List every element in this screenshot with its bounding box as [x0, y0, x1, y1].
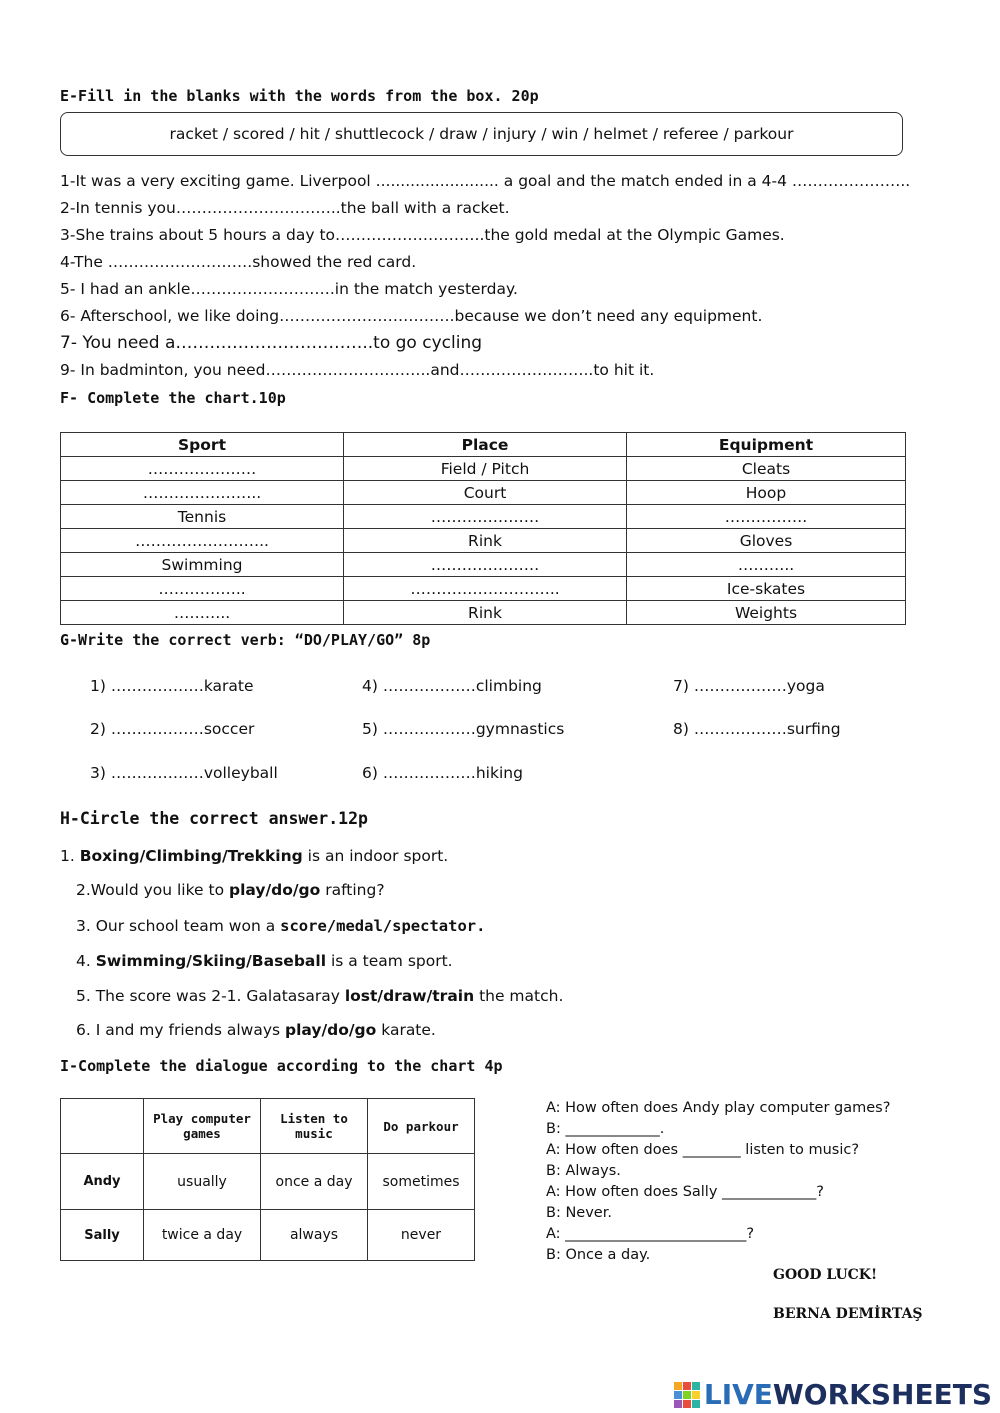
logo-tile: [692, 1391, 700, 1399]
freq-cell: always: [261, 1210, 368, 1261]
section-f-title: F- Complete the chart.10p: [60, 389, 286, 407]
freq-header-empty: [61, 1099, 144, 1154]
h-item-2: [76, 881, 385, 899]
logo-tile: [683, 1382, 691, 1390]
h-item-options[interactable]: Swimming/Skiing/Baseball: [95, 952, 327, 970]
logo-tile: [674, 1391, 682, 1399]
table-row: [61, 1210, 475, 1261]
h-item-options[interactable]: score/medal/spectator.: [280, 917, 486, 935]
header-sport: Sport: [61, 433, 344, 457]
h-item-text: 1.: [60, 847, 80, 865]
freq-header-row: [61, 1099, 475, 1154]
logo-tile: [683, 1391, 691, 1399]
g-item-4: 4) ………………climbing: [362, 677, 542, 695]
sports-chart: [60, 432, 906, 625]
freq-header-computer-games: Play computer games: [144, 1099, 261, 1154]
e-item-4: 4-The ……………………….showed the red card.: [60, 253, 417, 271]
dialogue-line-8: B: Once a day.: [546, 1247, 651, 1263]
section-e-title: E-Fill in the blanks with the words from the box. 20p: [60, 87, 539, 105]
cell-place: Court: [344, 481, 627, 505]
section-h-title: H-Circle the correct answer.12p: [60, 809, 368, 828]
g-item-5: 5) ………………gymnastics: [362, 720, 565, 738]
e-item-3: 3-She trains about 5 hours a day to………………………..the gold medal at the Olympic Games.: [60, 226, 785, 244]
h-item-5: [76, 987, 563, 1005]
chart-header-row: [61, 433, 906, 457]
table-row: [61, 601, 906, 625]
dialogue-line-3[interactable]: A: How often does ________ listen to music?: [546, 1142, 860, 1158]
cell-equipment: Ice-skates: [627, 577, 906, 601]
freq-cell: never: [368, 1210, 475, 1261]
g-item-8: 8) ………………surfing: [673, 720, 841, 738]
logo-tile: [692, 1382, 700, 1390]
h-item-text: karate.: [376, 1021, 436, 1039]
table-row: [61, 553, 906, 577]
cell-place: ………………………..: [344, 577, 627, 601]
cell-place: Rink: [344, 529, 627, 553]
dialogue-line-6: B: Never.: [546, 1205, 612, 1221]
h-item-4: [76, 952, 453, 970]
cell-equipment: ………..: [627, 553, 906, 577]
cell-sport: Tennis: [61, 505, 344, 529]
cell-equipment: …………….: [627, 505, 906, 529]
logo-tile: [692, 1400, 700, 1408]
h-item-text: is a team sport.: [326, 952, 453, 970]
g-item-7: 7) ………………yoga: [673, 677, 825, 695]
e-item-9: 9- In badminton, you need…………………………..and……………………..to hit it.: [60, 361, 655, 379]
author-name: BERNA DEMİRTAŞ: [773, 1306, 923, 1322]
h-item-options[interactable]: play/do/go: [285, 1021, 377, 1039]
freq-person: Sally: [61, 1210, 144, 1261]
header-equipment: Equipment: [627, 433, 906, 457]
cell-sport: Swimming: [61, 553, 344, 577]
h-item-options[interactable]: play/do/go: [228, 881, 321, 899]
section-i-title: I-Complete the dialogue according to the chart 4p: [60, 1057, 503, 1075]
h-item-text: 2.Would you like to: [76, 881, 229, 899]
freq-cell: twice a day: [144, 1210, 261, 1261]
h-item-text: 6. I and my friends always: [76, 1021, 285, 1039]
h-item-1: [60, 847, 448, 865]
cell-sport: ……………………..: [61, 529, 344, 553]
h-item-options[interactable]: lost/draw/train: [344, 987, 475, 1005]
h-item-text: the match.: [474, 987, 564, 1005]
frequency-table: [60, 1098, 475, 1261]
good-luck: GOOD LUCK!: [773, 1267, 878, 1283]
cell-sport: …………………..: [61, 481, 344, 505]
cell-equipment: Gloves: [627, 529, 906, 553]
freq-cell: usually: [144, 1154, 261, 1210]
logo-tile: [683, 1400, 691, 1408]
dialogue-line-2[interactable]: B: _____________.: [546, 1121, 665, 1137]
header-place: Place: [344, 433, 627, 457]
dialogue-line-1: A: How often does Andy play computer games?: [546, 1100, 891, 1116]
e-item-1: 1-It was a very exciting game. Liverpool ......................... a goal and the match ended in a 4-4 …………………..: [60, 172, 911, 190]
cell-place: …………………: [344, 553, 627, 577]
dialogue-line-5[interactable]: A: How often does Sally _____________?: [546, 1184, 824, 1200]
table-row: [61, 529, 906, 553]
h-item-text: 3. Our school team won a: [76, 917, 281, 935]
freq-cell: sometimes: [368, 1154, 475, 1210]
h-item-3: [76, 917, 485, 935]
e-item-2: 2-In tennis you…………………………..the ball with a racket.: [60, 199, 510, 217]
g-item-6: 6) ………………hiking: [362, 764, 523, 782]
h-item-text: 4.: [76, 952, 96, 970]
e-item-7: 7- You need a……………………………..to go cycling: [60, 333, 483, 353]
dialogue-line-7[interactable]: A: _________________________?: [546, 1226, 755, 1242]
table-row: [61, 1154, 475, 1210]
cell-place: Rink: [344, 601, 627, 625]
liveworksheets-logo[interactable]: [674, 1378, 992, 1411]
dialogue-line-4: B: Always.: [546, 1163, 621, 1179]
h-item-text: is an indoor sport.: [302, 847, 449, 865]
cell-place: Field / Pitch: [344, 457, 627, 481]
freq-person: Andy: [61, 1154, 144, 1210]
g-item-1: 1) ………………karate: [90, 677, 254, 695]
freq-cell: once a day: [261, 1154, 368, 1210]
table-row: [61, 505, 906, 529]
table-row: [61, 481, 906, 505]
h-item-options[interactable]: Boxing/Climbing/Trekking: [79, 847, 303, 865]
freq-header-parkour: Do parkour: [368, 1099, 475, 1154]
e-item-5: 5- I had an ankle……………………….in the match yesterday.: [60, 280, 518, 298]
logo-tile: [674, 1382, 682, 1390]
cell-sport: …………………: [61, 457, 344, 481]
cell-place: …………………: [344, 505, 627, 529]
h-item-text: rafting?: [320, 881, 385, 899]
e-item-6: 6- Afterschool, we like doing…………………………….because we don’t need any equipment.: [60, 307, 763, 325]
freq-header-music: Listen to music: [261, 1099, 368, 1154]
cell-equipment: Cleats: [627, 457, 906, 481]
cell-sport: ……………..: [61, 577, 344, 601]
g-item-2: 2) ………………soccer: [90, 720, 255, 738]
g-item-3: 3) ………………volleyball: [90, 764, 278, 782]
cell-sport: ………..: [61, 601, 344, 625]
logo-tile: [674, 1400, 682, 1408]
cell-equipment: Hoop: [627, 481, 906, 505]
word-box: racket / scored / hit / shuttlecock / draw / injury / win / helmet / referee / parkour: [60, 112, 903, 156]
h-item-6: [76, 1021, 436, 1039]
table-row: [61, 577, 906, 601]
section-g-title: G-Write the correct verb: “DO/PLAY/GO” 8p: [60, 631, 431, 649]
logo-text: LIVEWORKSHEETS: [703, 1378, 992, 1411]
table-row: [61, 457, 906, 481]
logo-grid-icon: [674, 1382, 700, 1408]
cell-equipment: Weights: [627, 601, 906, 625]
h-item-text: 5. The score was 2-1. Galatasaray: [76, 987, 345, 1005]
